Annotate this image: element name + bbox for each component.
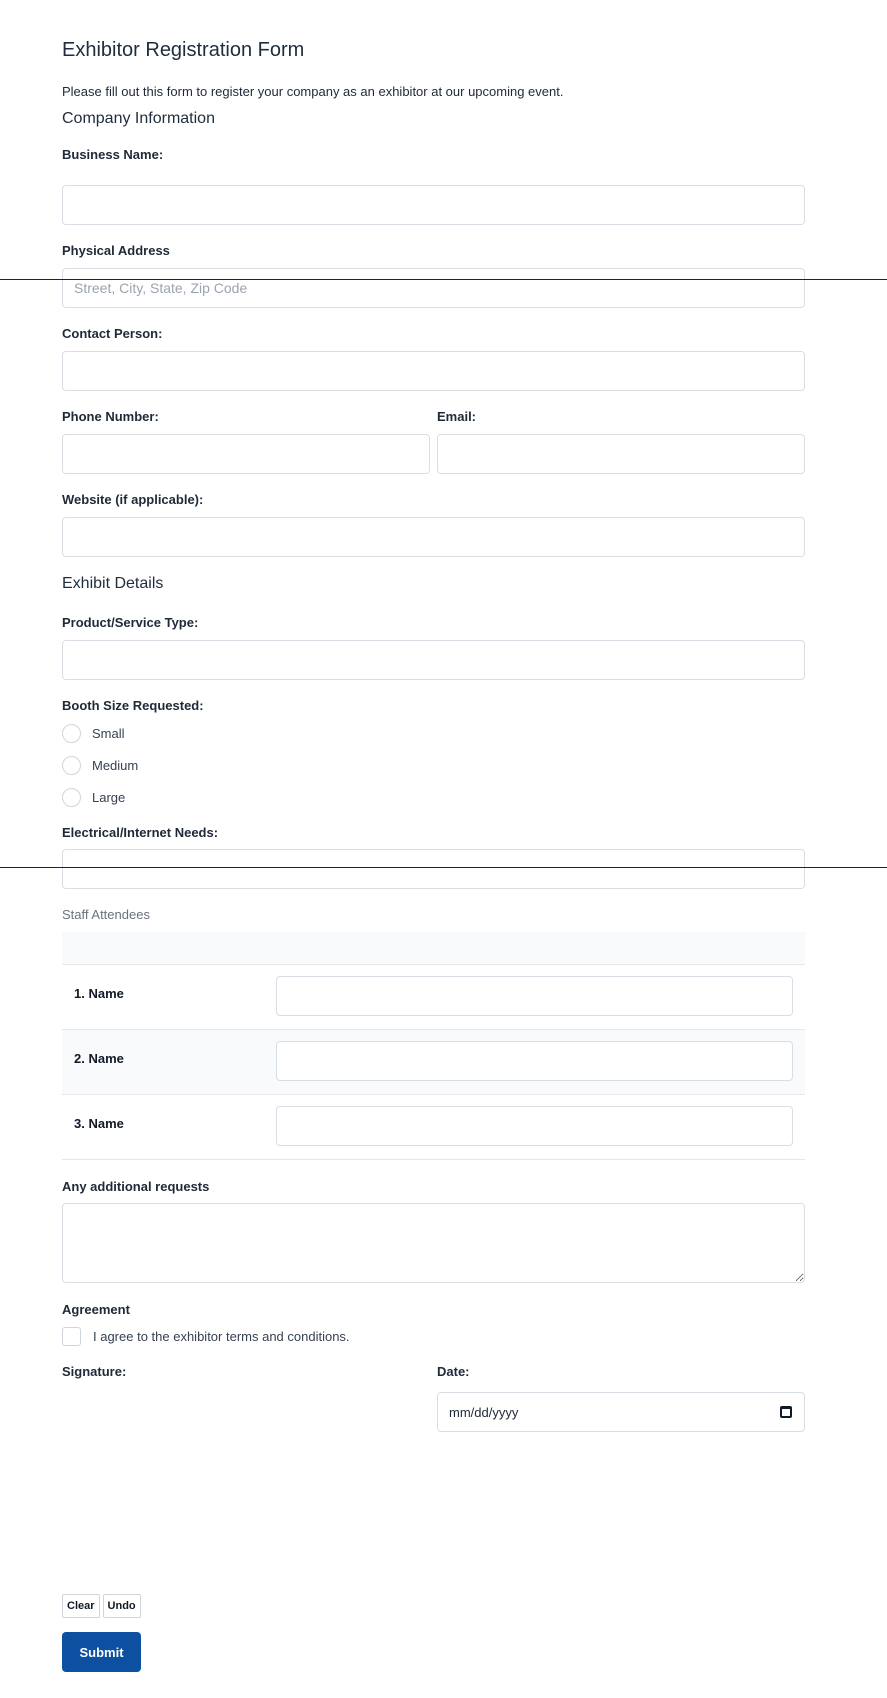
- booth-size-label: Booth Size Requested:: [62, 698, 204, 713]
- business-name-label: Business Name:: [62, 147, 164, 162]
- staff-name-label: 3. Name: [74, 1116, 124, 1131]
- table-header: [62, 932, 805, 965]
- signature-controls: [62, 1594, 141, 1618]
- booth-option-label: Small: [92, 725, 125, 741]
- agreement-checkbox-label: I agree to the exhibitor terms and conditions.: [93, 1329, 350, 1344]
- electrical-needs-input[interactable]: [62, 849, 805, 889]
- date-label: Date:: [437, 1364, 470, 1379]
- agreement-heading: Agreement: [62, 1302, 130, 1317]
- radio-small[interactable]: [62, 724, 81, 743]
- radio-large[interactable]: [62, 788, 81, 807]
- booth-option-label: Medium: [92, 757, 139, 773]
- contact-person-input[interactable]: [62, 351, 805, 391]
- table-row: [62, 1030, 805, 1095]
- staff-name-input-3[interactable]: [276, 1106, 793, 1146]
- date-input[interactable]: [437, 1392, 805, 1432]
- booth-option-medium[interactable]: [62, 754, 138, 776]
- product-type-input[interactable]: [62, 640, 805, 680]
- booth-option-label: Large: [92, 789, 126, 805]
- calendar-icon[interactable]: [780, 1406, 792, 1418]
- submit-button[interactable]: Submit: [62, 1632, 141, 1672]
- email-label: Email:: [437, 409, 477, 424]
- staff-name-label: 2. Name: [74, 1051, 124, 1066]
- table-row: [62, 1095, 805, 1160]
- additional-requests-label: Any additional requests: [62, 1179, 210, 1194]
- signature-pad[interactable]: [62, 1392, 430, 1592]
- physical-address-label: Physical Address: [62, 243, 170, 258]
- phone-number-input[interactable]: [62, 434, 430, 474]
- undo-signature-button[interactable]: Undo: [103, 1594, 141, 1618]
- date-placeholder: mm/dd/yyyy: [449, 1404, 519, 1420]
- staff-name-label: 1. Name: [74, 986, 124, 1001]
- company-info-heading: Company Information: [62, 110, 215, 127]
- agreement-checkbox-row[interactable]: [62, 1327, 350, 1346]
- table-row: [62, 965, 805, 1030]
- page-title: Exhibitor Registration Form: [62, 39, 305, 61]
- agreement-checkbox[interactable]: [62, 1327, 81, 1346]
- business-name-input[interactable]: [62, 185, 805, 225]
- staff-attendees-heading: Staff Attendees: [62, 907, 150, 922]
- website-input[interactable]: [62, 517, 805, 557]
- horizontal-divider: [0, 867, 887, 868]
- intro-text: Please fill out this form to register your company as an exhibitor at our upcoming event.: [62, 84, 564, 99]
- product-type-label: Product/Service Type:: [62, 615, 199, 630]
- staff-name-input-1[interactable]: [276, 976, 793, 1016]
- clear-signature-button[interactable]: Clear: [62, 1594, 100, 1618]
- electrical-needs-label: Electrical/Internet Needs:: [62, 825, 219, 840]
- website-label: Website (if applicable):: [62, 492, 204, 507]
- exhibit-details-heading: Exhibit Details: [62, 575, 164, 592]
- horizontal-divider: [0, 279, 887, 280]
- email-input[interactable]: [437, 434, 805, 474]
- radio-medium[interactable]: [62, 756, 81, 775]
- phone-number-label: Phone Number:: [62, 409, 159, 424]
- signature-label: Signature:: [62, 1364, 127, 1379]
- contact-person-label: Contact Person:: [62, 326, 163, 341]
- booth-option-large[interactable]: [62, 786, 125, 808]
- additional-requests-textarea[interactable]: [62, 1203, 805, 1283]
- physical-address-input[interactable]: [62, 268, 805, 308]
- booth-option-small[interactable]: [62, 722, 125, 744]
- staff-name-input-2[interactable]: [276, 1041, 793, 1081]
